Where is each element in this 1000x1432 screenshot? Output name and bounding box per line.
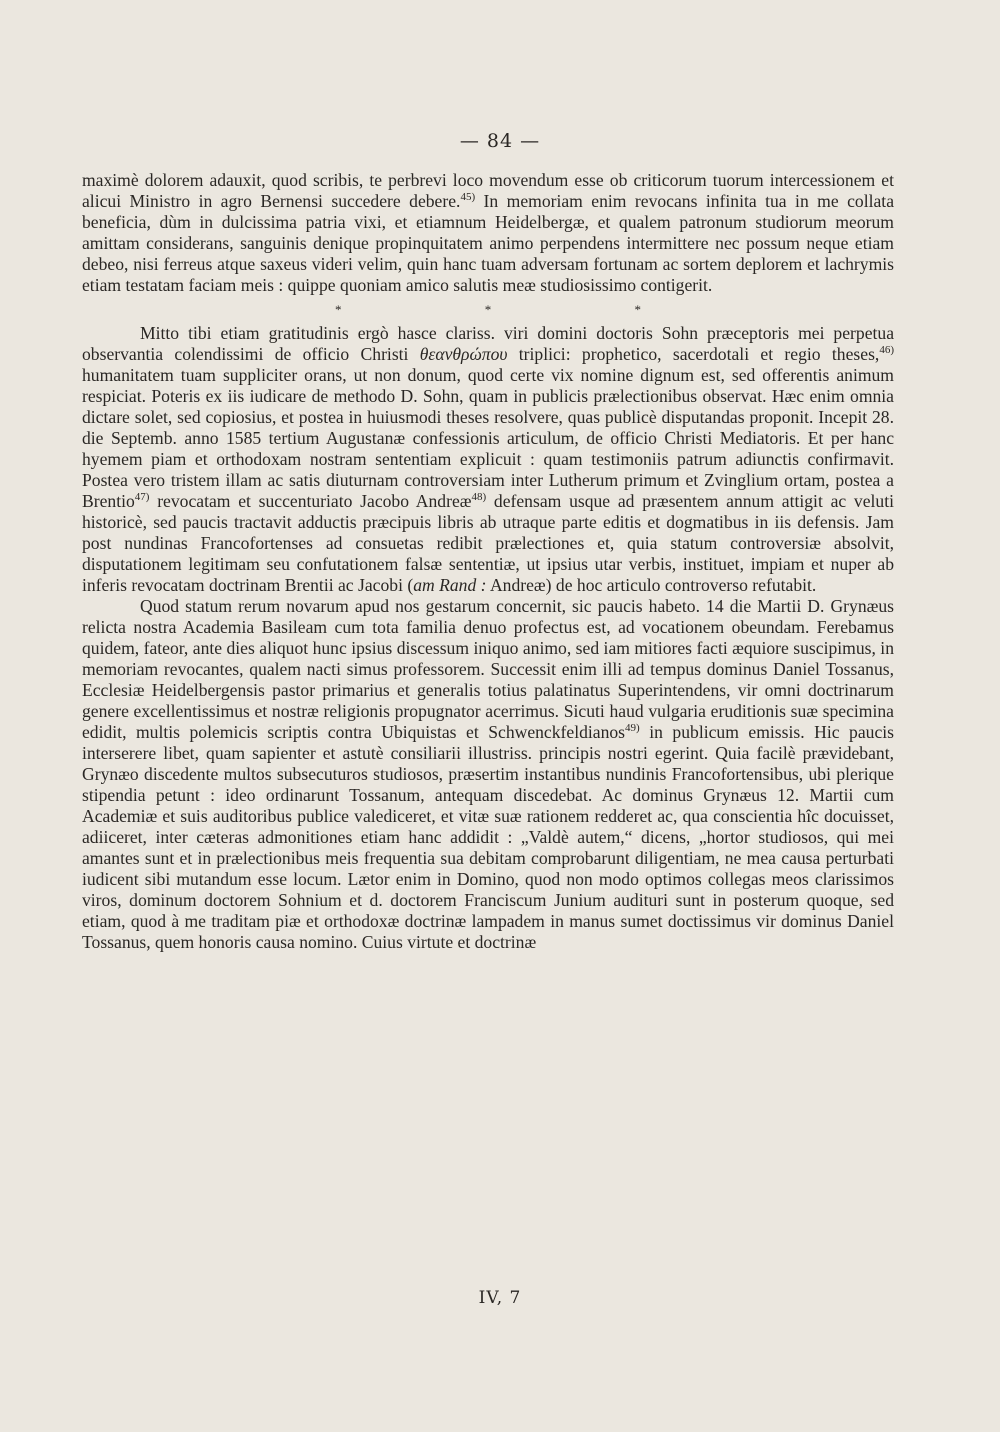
text-run: In memoriam enim revocans infinita tua in me collata beneficia, dùm in dulcissima patria vixi, et etiamnum Heidelbergæ, et qualem patronum studiorum meorum amittam considerans, sanguinis denique propinquitatem animo perpendens intermittere nec possum neque etiam debeo, nisi ferreus atque saxeus videri velim, quin hanc tuam adversam fortunam ac sortem deplorem et lachrymis etiam testatam faciam meis : quippe quoniam amico salutis meæ studiosissimo contigerit. <box>82 191 895 295</box>
greek-word: θεανθρώπου <box>419 344 508 364</box>
text-run: triplici: prophetico, sacerdotali et regio theses, <box>507 344 880 364</box>
text-run: Mitto tibi etiam gratitudinis ergò hasce clariss. viri domini doctoris Sohn præceptoris mei perpetua observantia colendissimi de officio Christi <box>82 323 894 364</box>
footnote-marker: 48) <box>471 491 487 504</box>
text-run: humanitatem tuam suppliciter orans, ut non donum, quod certe vix nomine dignum est, sed offerentis animum respiciat. Poteris ex iis iudicare de methodo D. Sohn, quam in publicis prælectionibus observat. Hæc enim omnia dictare solet, sed copiosius, et postea in huiusmodi theses resolvere, quas publicè disputandas proponit. Incepit 28. die Septemb. anno 1585 tertium Augustanæ confessionis articulum, de officio Christi Mediatoris. Et per hanc hyemem piam et orthodoxam nostram sententiam explicuit : quam testimoniis patrum adiunctis confirmavit. Postea vero tristem illam ac satis diuturnam controversiam inter Lutherum primum et Zvinglium ortam, postea a Brentio <box>82 365 894 511</box>
text-run: Quod statum rerum novarum apud nos gestarum concernit, sic paucis habeto. 14 die Martii D. Grynæus relicta nostra Academia Basileam cum tota familia denuo profectus est, ad vocationem obeundam. Ferebamus quidem, fateor, ante dies aliquot hunc ipsius discessum iniquo animo, sed iam mitiores facti æquiore suscipimus, in memoriam revocantes, qualem nacti simus professorem. Successit enim illi ad tempus dominus Daniel Tossanus, Ecclesiæ Heidelbergensis pastor primarius et generalis totius palatinatus Superintendens, vir omni doctrinarum genere excellentissimus et nostræ religionis propugnator acerrimus. Sicuti haud vulgaria eruditionis suæ specimina edidit, multis polemicis scriptis contra Ubiquistas et Schwenckfeldianos <box>82 596 894 742</box>
footnote-marker: 49) <box>625 722 640 735</box>
text-run: maximè dolorem adauxit, quod scribis, te perbrevi loco movendum esse ob criticorum tuorum intercessionem et alicui Ministro in agro Bernensi succedere debere. <box>82 170 894 211</box>
paragraph-1 <box>82 170 894 296</box>
text-run: revocatam et succenturiato Jacobo Andreæ <box>149 491 472 511</box>
page-number: — 84 — <box>459 130 541 152</box>
italic-note: am Rand : <box>413 575 487 595</box>
section-separator: * * * <box>335 302 641 317</box>
body-text <box>82 170 894 953</box>
text-run: in publicum emissis. Hic paucis interserere libet, quam sapienter et astutè consiliarii illustriss. principis nostri egerint. Quia facilè prævidebant, Grynæo discedente multos subsecuturos studiosos, præsertim instantibus nundinis Francofortensibus, ubi plerique stipendia petunt : ideo ordinarunt Tossanum, antequam discedebat. Ac dominus Grynæus 12. Martii cum Academiæ et suis auditoribus publice valediceret, et vitæ suæ rationem redderet ac, qua conscientia hîc docuisset, adiiceret, inter cæteras admonitiones etiam hanc addidit : „Valdè autem,“ dicens, „hortor studiosos, qui mei amantes sunt et in prælectionibus meis frequentia sua debitam comprobarunt diligentiam, ne mea causa perturbati iudicent sibi mutandum esse locum. Lætor enim in Domino, quod non modo optimos collegas meos clarissimos viros, dominum doctorem Sohnium et d. doctorem Franciscum Junium audituri sunt in posterum quoque, sed etiam, quod à me traditam piæ et orthodoxæ doctrinæ lampadem in manus sumet doctissimus vir dominus Daniel Tossanus, quem honoris causa nomino. Cuius virtute et doctrinæ <box>82 722 894 952</box>
footnote-marker: 46) <box>879 344 894 357</box>
paragraph-2 <box>82 323 894 596</box>
signature-mark: IV, 7 <box>478 1288 522 1308</box>
footnote-marker: 45) <box>460 191 476 204</box>
paragraph-3 <box>82 596 894 953</box>
text-run: Andreæ) de hoc articulo controverso refutabit. <box>486 575 817 595</box>
text-run: defensam usque ad præsentem annum attigit ac veluti historicè, sed paucis tractavit adductis præcipuis libris ab utraque parte editis et dogmatibus in iis defensis. Jam post nundinas Francofortenses ad consuetas redibit prælectiones et, quia statum controversiæ absolvit, disputationem legitimam seu confutationem falsæ sententiæ, ut ipsius utar verbis, instituet, impiam et nuper ab inferis revocatam doctrinam Brentii ac Jacobi ( <box>82 491 894 595</box>
footnote-marker: 47) <box>134 491 150 504</box>
